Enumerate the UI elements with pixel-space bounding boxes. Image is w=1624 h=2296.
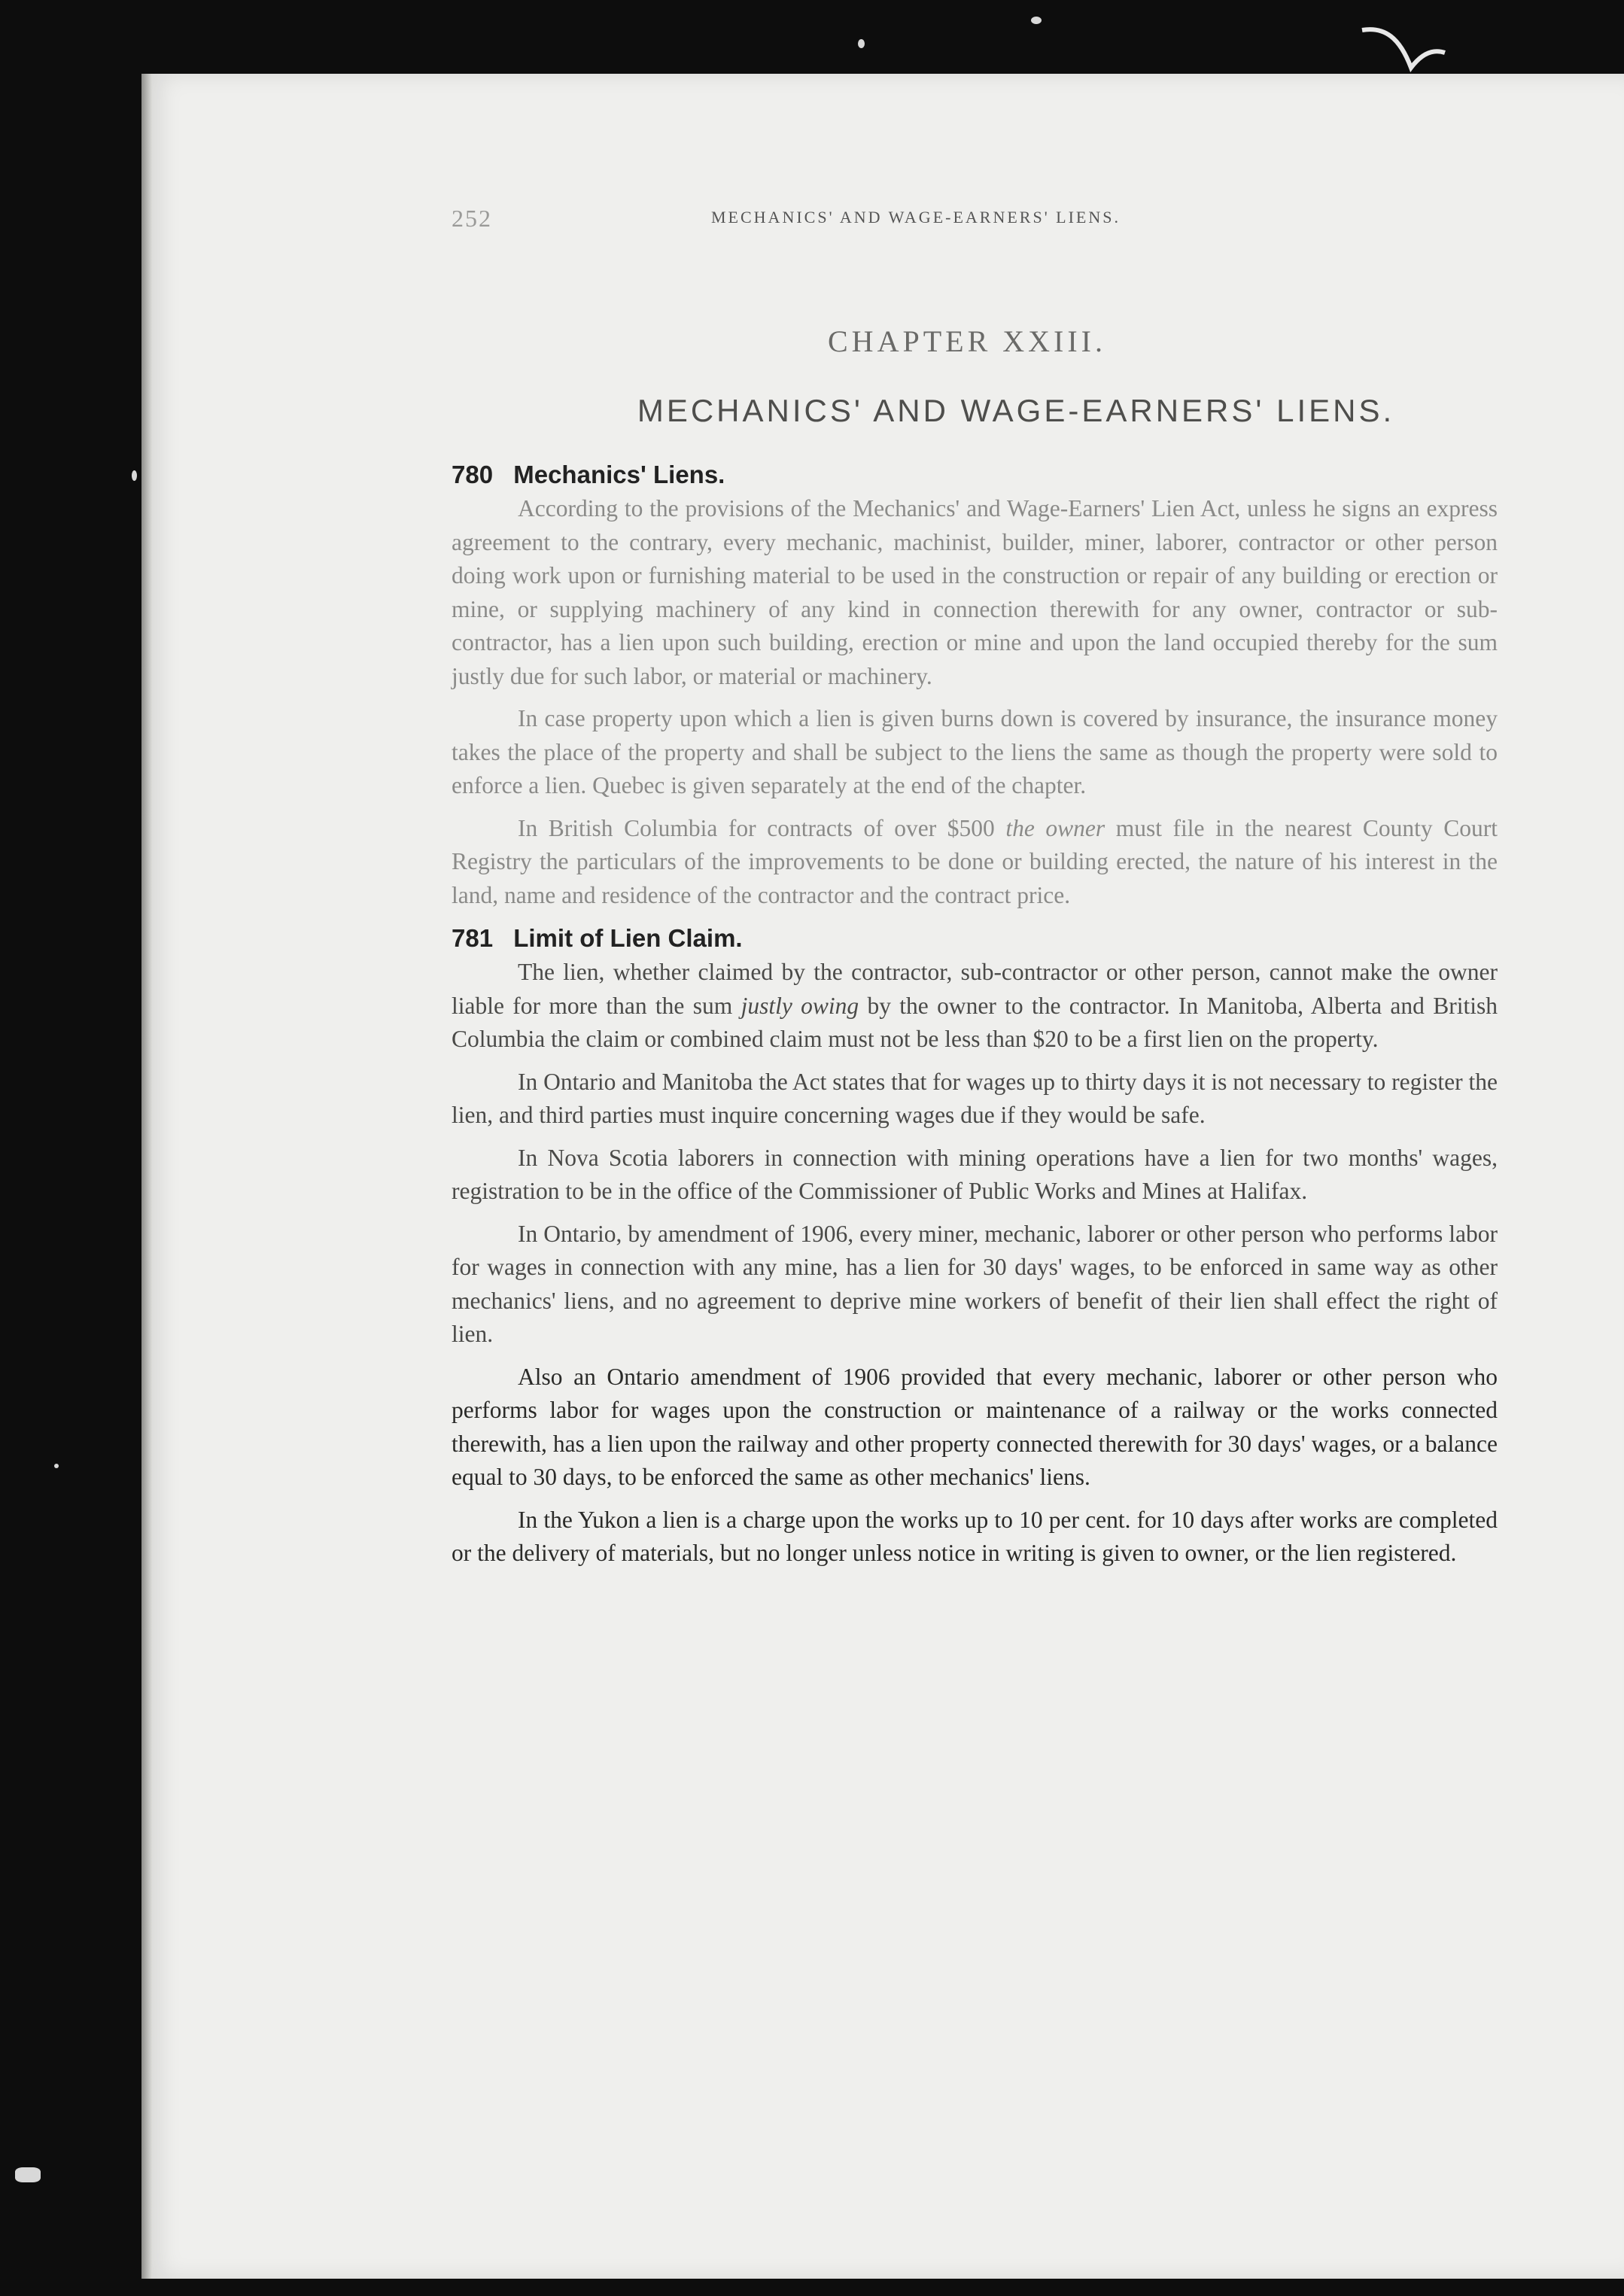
paragraph xyxy=(452,956,1498,1057)
page-edge-shadow xyxy=(141,74,152,2279)
text-run: by the owner to the contractor. In Manitoba, Alberta and British Columbia the claim or combined claim must not be less than $20 to be a first lien on the property. xyxy=(452,992,1498,1052)
paragraph: In Ontario and Manitoba the Act states that for wages up to thirty days it is not necessary to register the lien, and third parties must inquire concerning wages due if they would be safe. xyxy=(452,1068,1498,1128)
paragraph: In Ontario, by amendment of 1906, every miner, mechanic, laborer or other person who performs labor for wages in connection with any mine, has a lien for 30 days' wages, to be enforced in same way as other mechanics' liens, and no agreement to deprive mine workers of benefit of their lien shall effect the right of lien. xyxy=(452,1220,1498,1347)
scan-speck xyxy=(15,2167,41,2182)
running-head xyxy=(452,205,1505,232)
section-heading-781 xyxy=(452,921,1498,956)
paragraph: According to the provisions of the Mechanics' and Wage-Earners' Lien Act, unless he signs an express agreement to the contrary, every mechanic, machinist, builder, miner, laborer, contractor or other person doing work upon or furnishing material to be used in the construction or repair of any building or erection or mine, or supplying machinery of any kind in connection therewith for any owner, contractor or sub-contractor, has a lien upon such building, erection or mine and upon the land occupied thereby for the sum justly due for such labor, or material or machinery. xyxy=(452,495,1498,689)
text-run: The lien, whether claimed by the contractor, sub-contractor or other person, cannot make the owner liable for more than the sum xyxy=(452,959,1498,1019)
paragraph: In case property upon which a lien is given burns down is covered by insurance, the insurance money takes the place of the property and shall be subject to the liens the same as though the property were sold to enforce a lien. Quebec is given separately at the end of the chapter. xyxy=(452,705,1498,798)
scan-speck xyxy=(1031,17,1042,24)
section-number: 780 xyxy=(452,461,494,488)
page-body xyxy=(452,458,1498,1580)
scan-speck xyxy=(132,470,137,481)
paragraph xyxy=(452,812,1498,913)
text-run: must file in the nearest County Court Registry the particulars of the improvements to be done or building erected, the nature of his interest in the land, name and residence of the contractor and the contract price. xyxy=(452,814,1498,908)
section-number: 781 xyxy=(452,924,494,952)
emphasis-text: the owner xyxy=(1005,814,1105,841)
page-number: 252 xyxy=(452,205,492,232)
section-title: Mechanics' Liens. xyxy=(513,461,725,488)
section-heading-780 xyxy=(452,458,1498,492)
paragraph: In the Yukon a lien is a charge upon the works up to 10 per cent. for 10 days after works are completed or the delivery of materials, but no longer unless notice in writing is given to owner, or the lien registered. xyxy=(452,1506,1498,1566)
paragraph: Also an Ontario amendment of 1906 provided that every mechanic, laborer or other person who performs labor for wages upon the construction or maintenance of a railway or the works connected therewith, has a lien upon the railway and other property connected therewith for 30 days' wages, or a balance equal to 30 days, to be enforced the same as other mechanics' liens. xyxy=(452,1363,1498,1490)
chapter-title: MECHANICS' AND WAGE-EARNERS' LIENS. xyxy=(637,393,1395,428)
scan-speck xyxy=(858,39,865,48)
chapter-heading: CHAPTER XXIII. xyxy=(828,324,1106,358)
text-run: In British Columbia for contracts of over $500 xyxy=(518,814,1006,841)
emphasis-text: justly owing xyxy=(741,992,859,1019)
section-title: Limit of Lien Claim. xyxy=(513,924,743,952)
running-title: MECHANICS' AND WAGE-EARNERS' LIENS. xyxy=(711,208,1121,227)
paragraph: In Nova Scotia laborers in connection with mining operations have a lien for two months' wages, registration to be in the office of the Commissioner of Public Works and Mines at Halifax. xyxy=(452,1144,1498,1204)
scan-speck xyxy=(54,1464,59,1468)
